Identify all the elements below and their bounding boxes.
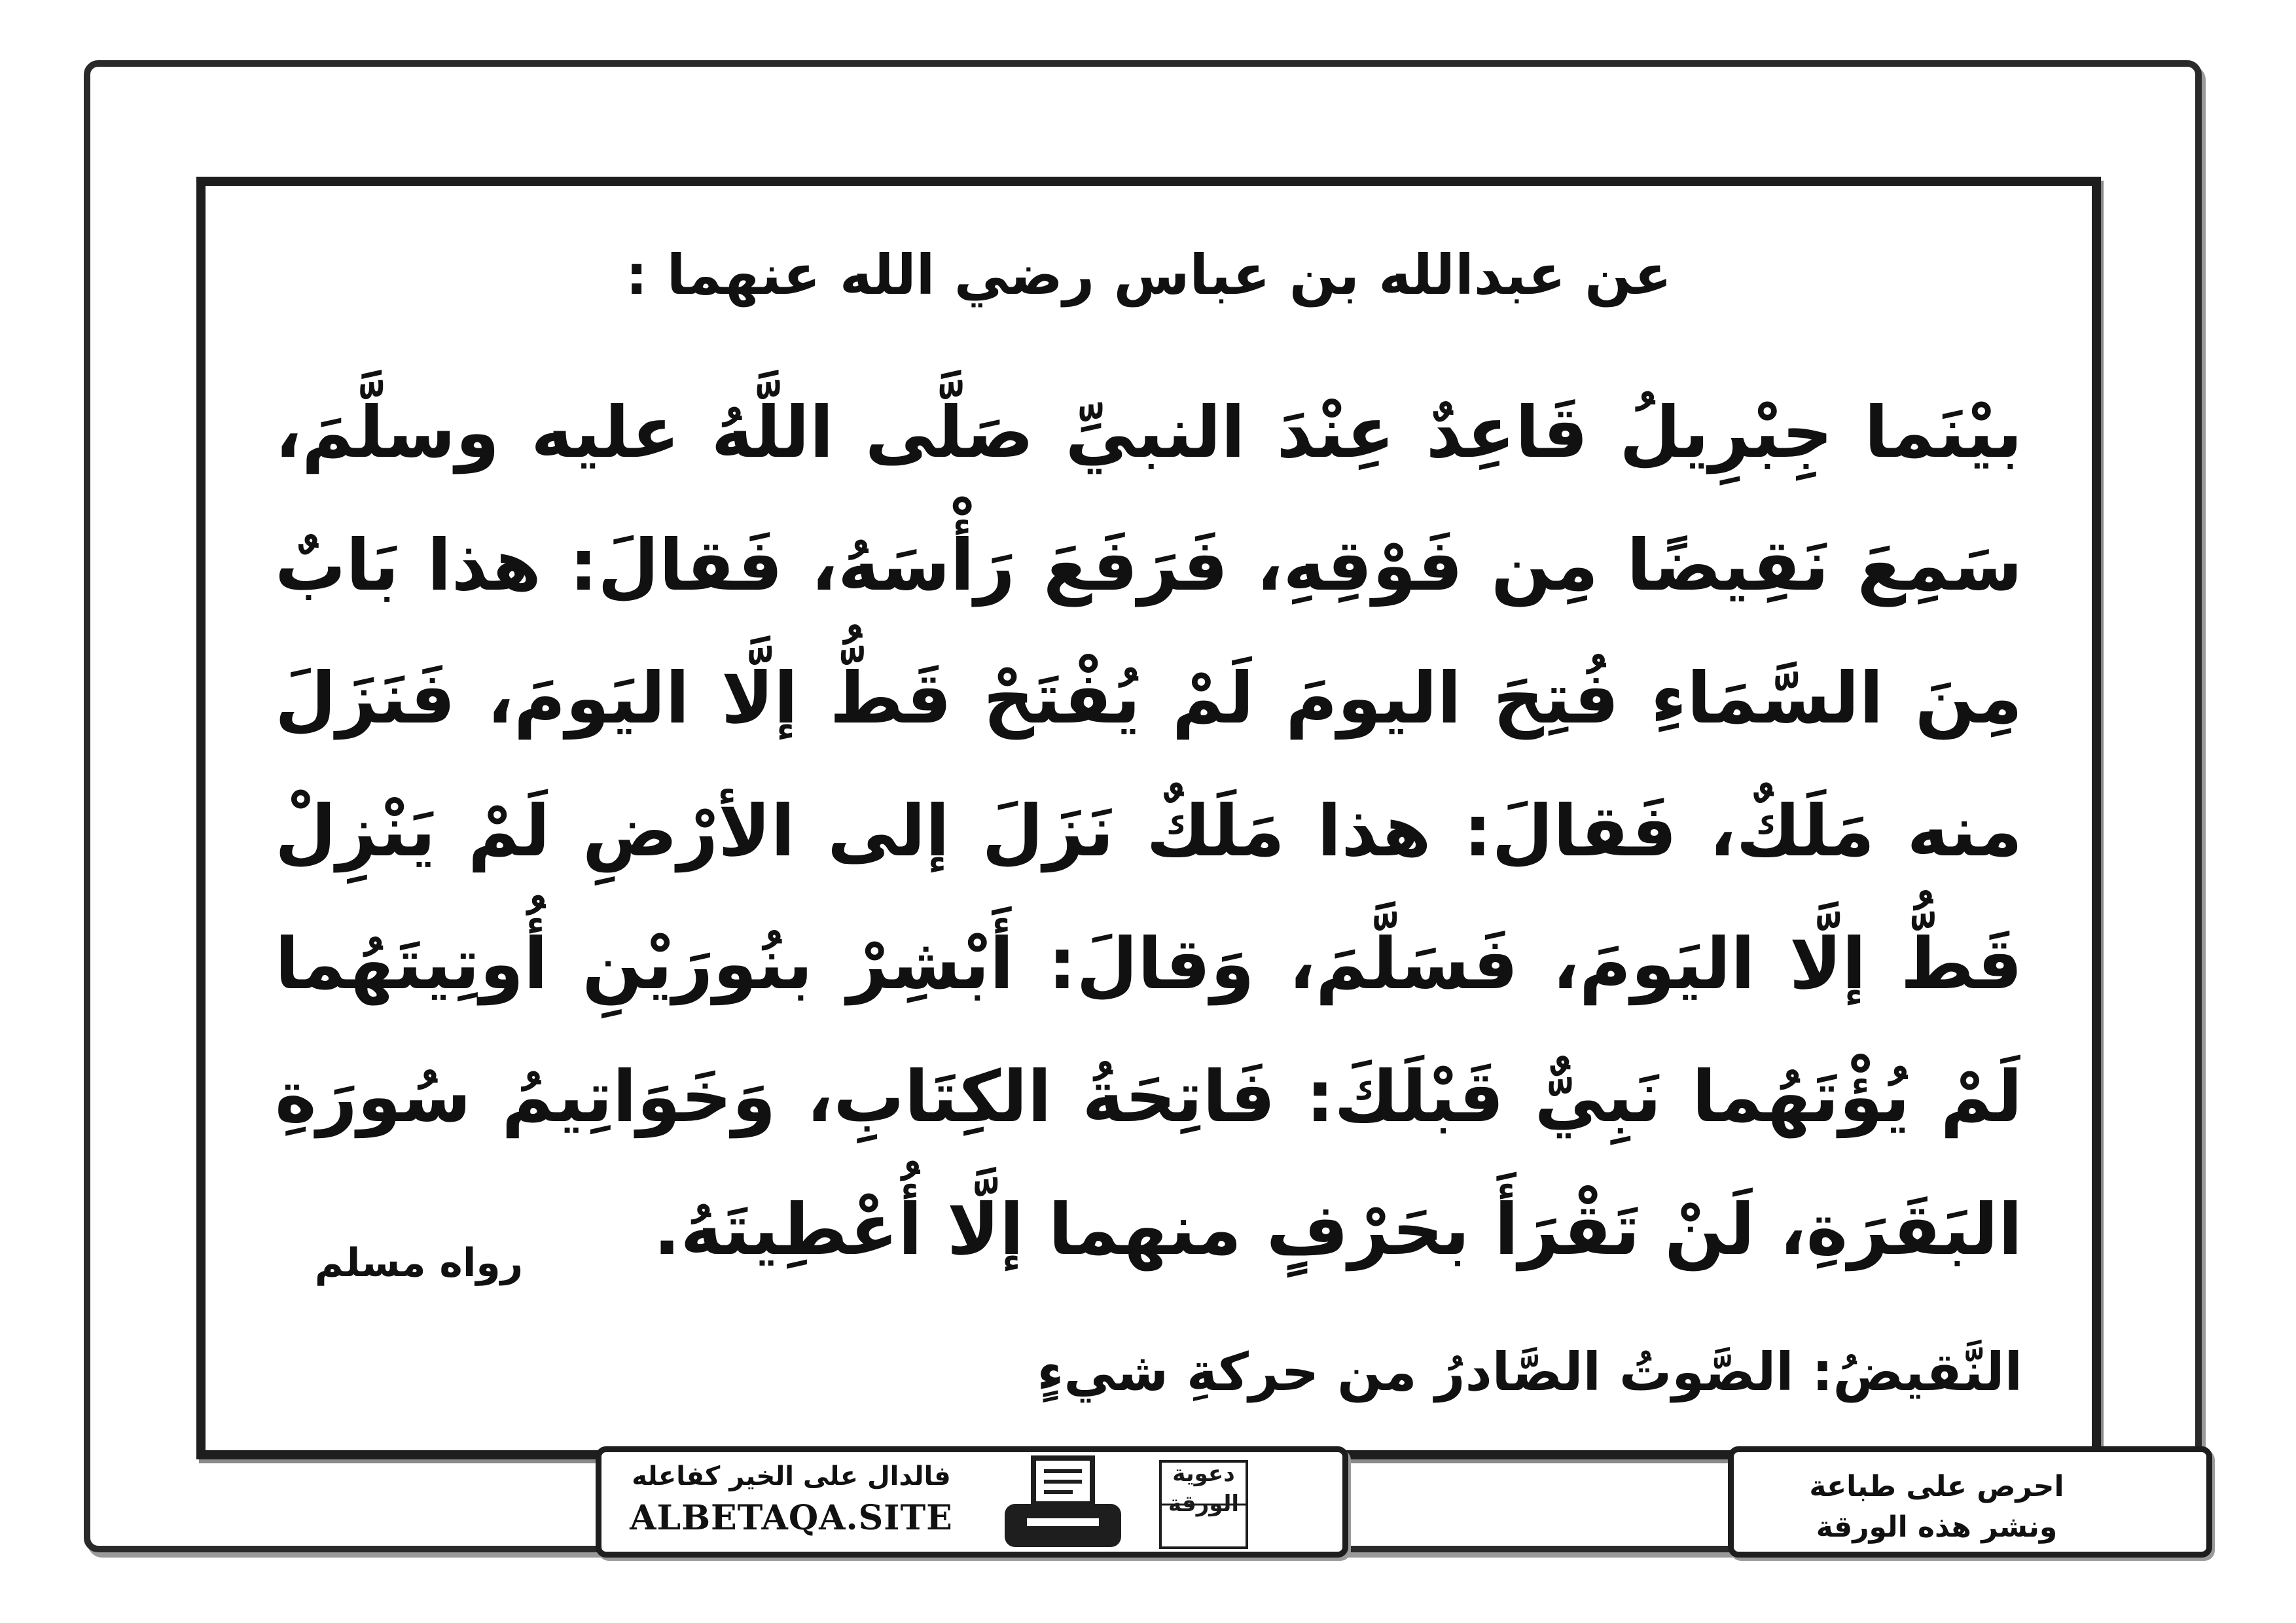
print-note-line-2: ونشر هذه الورقة bbox=[1816, 1510, 2058, 1544]
print-note bbox=[1773, 1467, 2100, 1548]
footer-note-box bbox=[1728, 1446, 2212, 1558]
narrator-heading: عن عبدالله بن عباس رضي الله عنهما : bbox=[625, 243, 1672, 307]
hadith-text: بيْنَما جِبْرِيلُ قَاعِدٌ عِنْدَ النبيِّ صَلَّى اللَّهُ عليه وسلَّمَ، سَمِعَ نَقِيضًا مِن فَوْقِهِ، فَرَفَعَ رَأْسَهُ، فَقالَ: هذا بَابٌ مِنَ السَّمَاءِ فُتِحَ اليومَ لَمْ يُفْتَحْ قَطُّ إلَّا اليَومَ، فَنَزَلَ منه مَلَكٌ، فَقالَ: هذا مَلَكٌ نَزَلَ إلى الأرْضِ لَمْ يَنْزِلْ قَطُّ إلَّا اليَومَ، فَسَلَّمَ، وَقالَ: أَبْشِرْ بنُورَيْنِ أُوتِيتَهُما لَمْ يُؤْتَهُما نَبِيٌّ قَبْلَكَ: فَاتِحَةُ الكِتَابِ، وَخَوَاتِيمُ سُورَةِ البَقَرَةِ، لَنْ تَقْرَأَ بحَرْفٍ منهما إلَّا أُعْطِيتَهُ. bbox=[275, 392, 2022, 1271]
logo-text: دعوية الورقة bbox=[1168, 1461, 1240, 1517]
footer-site-url: ALBETAQA.SITE bbox=[630, 1498, 953, 1538]
word-gloss: النَّقيضُ: الصَّوتُ الصَّادرُ من حركةِ شيءٍ bbox=[1037, 1342, 2022, 1402]
printer-icon bbox=[1001, 1455, 1125, 1554]
footer-tagline: فالدال على الخير كفاعله bbox=[632, 1461, 951, 1491]
print-note-line-1: احرص على طباعة bbox=[1809, 1470, 2064, 1503]
footer-site-box bbox=[596, 1446, 1348, 1558]
hadith-source: رواه مسلم bbox=[314, 1240, 524, 1286]
dawah-logo bbox=[1158, 1459, 1249, 1550]
